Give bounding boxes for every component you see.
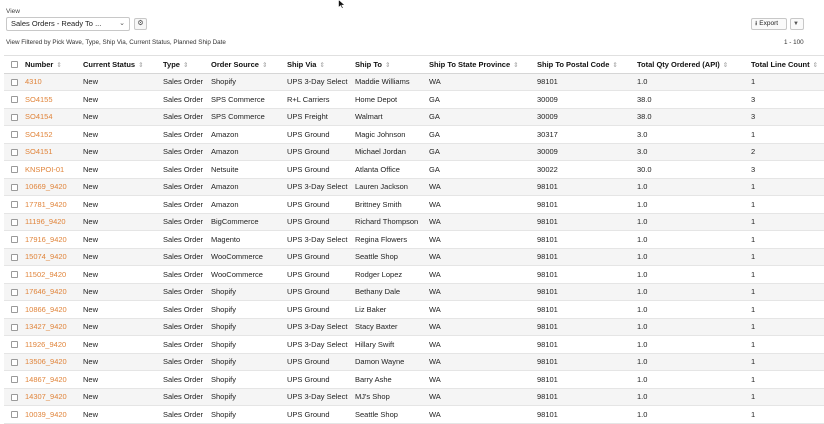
table-row[interactable]	[4, 371, 824, 389]
total-line-count: 2	[748, 143, 824, 161]
total-qty-ordered: 30.0	[634, 161, 748, 179]
sort-icon: ⇕	[138, 61, 144, 69]
col-total-line-count[interactable]: Total Line Count ⇕	[748, 56, 824, 74]
ship-to-state: WA	[426, 371, 534, 389]
table-row[interactable]	[4, 406, 824, 424]
table-row[interactable]	[4, 301, 824, 319]
ship-via: UPS Ground	[284, 353, 352, 371]
order-number-link[interactable]: 4310	[22, 73, 80, 91]
ship-to: Maddie Williams	[352, 73, 426, 91]
ship-to-postal-code: 30009	[534, 91, 634, 109]
table-row[interactable]	[4, 231, 824, 249]
ship-via: UPS 3-Day Select	[284, 178, 352, 196]
order-type: Sales Order	[160, 283, 208, 301]
table-row[interactable]	[4, 126, 824, 144]
table-row[interactable]	[4, 283, 824, 301]
order-number-link[interactable]: SO4152	[22, 126, 80, 144]
col-total-qty[interactable]: Total Qty Ordered (API) ⇕	[634, 56, 748, 74]
col-current-status[interactable]: Current Status ⇕	[80, 56, 160, 74]
order-type: Sales Order	[160, 126, 208, 144]
mouse-cursor-icon	[338, 0, 346, 9]
col-type[interactable]: Type ⇕	[160, 56, 208, 74]
total-line-count: 1	[748, 336, 824, 354]
ship-to-postal-code: 98101	[534, 301, 634, 319]
order-number-link[interactable]: 17781_9420	[22, 196, 80, 214]
row-select-cell[interactable]	[4, 266, 22, 284]
ship-via: UPS Ground	[284, 406, 352, 424]
current-status: New	[80, 126, 160, 144]
order-type: Sales Order	[160, 178, 208, 196]
ship-to-state: WA	[426, 213, 534, 231]
ship-to: Bethany Dale	[352, 283, 426, 301]
row-checkbox[interactable]	[11, 184, 18, 191]
total-qty-ordered: 1.0	[634, 301, 748, 319]
order-number-link[interactable]: 13427_9420	[22, 318, 80, 336]
export-button[interactable]	[751, 18, 787, 30]
order-type: Sales Order	[160, 353, 208, 371]
total-line-count: 1	[748, 248, 824, 266]
total-line-count: 3	[748, 91, 824, 109]
row-select-cell[interactable]	[4, 126, 22, 144]
total-line-count: 1	[748, 73, 824, 91]
order-source: BigCommerce	[208, 213, 284, 231]
row-checkbox[interactable]	[11, 79, 18, 86]
row-select-cell[interactable]	[4, 353, 22, 371]
ship-to-postal-code: 98101	[534, 196, 634, 214]
row-checkbox[interactable]	[11, 149, 18, 156]
total-qty-ordered: 1.0	[634, 283, 748, 301]
row-select-cell[interactable]	[4, 336, 22, 354]
ship-via: UPS 3-Day Select	[284, 336, 352, 354]
order-number-link[interactable]: 11926_9420	[22, 336, 80, 354]
ship-to-state: WA	[426, 196, 534, 214]
order-type: Sales Order	[160, 196, 208, 214]
ship-via: UPS Ground	[284, 301, 352, 319]
ship-via: UPS Ground	[284, 371, 352, 389]
table-row[interactable]	[4, 353, 824, 371]
row-select-cell[interactable]	[4, 388, 22, 406]
order-source: Shopify	[208, 336, 284, 354]
export-label: Export	[759, 20, 779, 27]
ship-to-state: WA	[426, 248, 534, 266]
sort-icon: ⇕	[319, 61, 325, 69]
order-source: SPS Commerce	[208, 108, 284, 126]
current-status: New	[80, 371, 160, 389]
order-source: Amazon	[208, 196, 284, 214]
order-type: Sales Order	[160, 213, 208, 231]
total-line-count: 1	[748, 301, 824, 319]
row-select-cell[interactable]	[4, 178, 22, 196]
ship-to-state: GA	[426, 126, 534, 144]
ship-to: Walmart	[352, 108, 426, 126]
table-header-row	[4, 56, 824, 74]
order-number-link[interactable]: 10866_9420	[22, 301, 80, 319]
total-line-count: 1	[748, 196, 824, 214]
ship-to-state: WA	[426, 406, 534, 424]
filter-description: View Filtered by Pick Wave, Type, Ship Via, Current Status, Planned Ship Date	[6, 39, 226, 46]
row-checkbox[interactable]	[11, 411, 18, 418]
ship-to-postal-code: 30009	[534, 143, 634, 161]
total-qty-ordered: 1.0	[634, 388, 748, 406]
ship-to: Seattle Shop	[352, 406, 426, 424]
ship-to-postal-code: 98101	[534, 178, 634, 196]
col-ship-via[interactable]: Ship Via ⇕	[284, 56, 352, 74]
ship-to: Hillary Swift	[352, 336, 426, 354]
total-line-count: 1	[748, 318, 824, 336]
current-status: New	[80, 73, 160, 91]
order-type: Sales Order	[160, 336, 208, 354]
ship-via: UPS 3-Day Select	[284, 73, 352, 91]
total-line-count: 1	[748, 406, 824, 424]
view-select-value: Sales Orders - Ready To ...	[11, 19, 102, 28]
row-select-cell[interactable]	[4, 406, 22, 424]
sort-icon: ⇕	[812, 61, 819, 69]
ship-to: Michael Jordan	[352, 143, 426, 161]
ship-to-state: WA	[426, 178, 534, 196]
ship-via: UPS 3-Day Select	[284, 318, 352, 336]
order-number-link[interactable]: 17646_9420	[22, 283, 80, 301]
ship-via: UPS Freight	[284, 108, 352, 126]
select-all-header[interactable]	[4, 56, 22, 74]
order-number-link[interactable]: 10669_9420	[22, 178, 80, 196]
ship-to-state: WA	[426, 231, 534, 249]
order-source: Shopify	[208, 73, 284, 91]
row-select-cell[interactable]	[4, 108, 22, 126]
total-line-count: 1	[748, 283, 824, 301]
order-number-link[interactable]: 14867_9420	[22, 371, 80, 389]
view-label: View	[6, 8, 20, 15]
ship-via: UPS Ground	[284, 266, 352, 284]
ship-to-postal-code: 98101	[534, 388, 634, 406]
ship-via: UPS Ground	[284, 283, 352, 301]
total-line-count: 3	[748, 161, 824, 179]
row-select-cell[interactable]	[4, 73, 22, 91]
order-number-link[interactable]: KNSPOI-01	[22, 161, 80, 179]
total-qty-ordered: 3.0	[634, 126, 748, 144]
select-all-checkbox[interactable]	[11, 61, 18, 68]
current-status: New	[80, 196, 160, 214]
ship-to: Atlanta Office	[352, 161, 426, 179]
order-number-link[interactable]: 13506_9420	[22, 353, 80, 371]
row-select-cell[interactable]	[4, 301, 22, 319]
ship-to-state: WA	[426, 301, 534, 319]
total-line-count: 3	[748, 108, 824, 126]
order-type: Sales Order	[160, 248, 208, 266]
total-qty-ordered: 38.0	[634, 91, 748, 109]
order-type: Sales Order	[160, 371, 208, 389]
ship-to: Liz Baker	[352, 301, 426, 319]
order-source: SPS Commerce	[208, 91, 284, 109]
order-type: Sales Order	[160, 388, 208, 406]
row-select-cell[interactable]	[4, 248, 22, 266]
ship-to-state: WA	[426, 353, 534, 371]
view-select[interactable]	[6, 17, 130, 31]
total-qty-ordered: 1.0	[634, 353, 748, 371]
ship-to-state: GA	[426, 108, 534, 126]
order-source: Netsuite	[208, 161, 284, 179]
ship-via: UPS Ground	[284, 196, 352, 214]
order-source: WooCommerce	[208, 266, 284, 284]
current-status: New	[80, 318, 160, 336]
ship-to-postal-code: 98101	[534, 248, 634, 266]
ship-to: Seattle Shop	[352, 248, 426, 266]
total-line-count: 1	[748, 126, 824, 144]
col-ship-to-state[interactable]: Ship To State Province ⇕	[426, 56, 534, 74]
total-qty-ordered: 1.0	[634, 178, 748, 196]
row-select-cell[interactable]	[4, 143, 22, 161]
row-checkbox[interactable]	[11, 166, 18, 173]
total-qty-ordered: 1.0	[634, 336, 748, 354]
table-row[interactable]	[4, 73, 824, 91]
order-type: Sales Order	[160, 161, 208, 179]
total-line-count: 1	[748, 231, 824, 249]
row-select-cell[interactable]	[4, 196, 22, 214]
order-number-link[interactable]: 15074_9420	[22, 248, 80, 266]
row-checkbox[interactable]	[11, 289, 18, 296]
ship-to-postal-code: 30009	[534, 108, 634, 126]
table-row[interactable]	[4, 143, 824, 161]
current-status: New	[80, 231, 160, 249]
total-qty-ordered: 1.0	[634, 196, 748, 214]
total-qty-ordered: 38.0	[634, 108, 748, 126]
current-status: New	[80, 283, 160, 301]
ship-to: Barry Ashe	[352, 371, 426, 389]
total-qty-ordered: 1.0	[634, 371, 748, 389]
order-number-link[interactable]: 14307_9420	[22, 388, 80, 406]
row-checkbox[interactable]	[11, 359, 18, 366]
total-qty-ordered: 3.0	[634, 143, 748, 161]
ship-to-state: WA	[426, 266, 534, 284]
current-status: New	[80, 248, 160, 266]
order-number-link[interactable]: SO4155	[22, 91, 80, 109]
total-line-count: 1	[748, 388, 824, 406]
sort-icon: ⇕	[384, 61, 391, 69]
total-qty-ordered: 1.0	[634, 231, 748, 249]
order-number-link[interactable]: 10039_9420	[22, 406, 80, 424]
ship-to: Regina Flowers	[352, 231, 426, 249]
total-qty-ordered: 1.0	[634, 213, 748, 231]
ship-to-postal-code: 98101	[534, 283, 634, 301]
ship-via: UPS 3-Day Select	[284, 388, 352, 406]
table-row[interactable]	[4, 196, 824, 214]
order-source: Shopify	[208, 388, 284, 406]
order-type: Sales Order	[160, 73, 208, 91]
table-row[interactable]	[4, 318, 824, 336]
ship-to-state: WA	[426, 283, 534, 301]
ship-via: UPS Ground	[284, 248, 352, 266]
ship-to: Richard Thompson	[352, 213, 426, 231]
ship-via: UPS 3-Day Select	[284, 231, 352, 249]
ship-to-postal-code: 98101	[534, 318, 634, 336]
current-status: New	[80, 178, 160, 196]
total-qty-ordered: 1.0	[634, 406, 748, 424]
ship-to: Magic Johnson	[352, 126, 426, 144]
ship-via: R+L Carriers	[284, 91, 352, 109]
ship-to: Brittney Smith	[352, 196, 426, 214]
ship-to-state: GA	[426, 161, 534, 179]
table-row[interactable]	[4, 161, 824, 179]
ship-to-postal-code: 98101	[534, 73, 634, 91]
row-select-cell[interactable]	[4, 283, 22, 301]
order-number-link[interactable]: 11502_9420	[22, 266, 80, 284]
gear-icon: ⚙	[137, 20, 144, 27]
order-source: Amazon	[208, 126, 284, 144]
table-row[interactable]	[4, 178, 824, 196]
order-number-link[interactable]: SO4151	[22, 143, 80, 161]
row-select-cell[interactable]	[4, 318, 22, 336]
sort-icon: ⇕	[261, 61, 268, 69]
ship-to-postal-code: 98101	[534, 231, 634, 249]
total-line-count: 1	[748, 266, 824, 284]
current-status: New	[80, 353, 160, 371]
ship-to-state: GA	[426, 91, 534, 109]
ship-via: UPS Ground	[284, 213, 352, 231]
chevron-down-icon: ⌄	[119, 20, 125, 27]
more-options-button[interactable]	[790, 18, 804, 30]
current-status: New	[80, 161, 160, 179]
row-checkbox[interactable]	[11, 324, 18, 331]
col-ship-to-postal[interactable]: Ship To Postal Code ⇕	[534, 56, 634, 74]
row-select-cell[interactable]	[4, 371, 22, 389]
ship-via: UPS Ground	[284, 143, 352, 161]
current-status: New	[80, 406, 160, 424]
order-source: WooCommerce	[208, 248, 284, 266]
order-type: Sales Order	[160, 231, 208, 249]
row-select-cell[interactable]	[4, 91, 22, 109]
ship-via: UPS Ground	[284, 126, 352, 144]
ship-to-postal-code: 30317	[534, 126, 634, 144]
order-type: Sales Order	[160, 406, 208, 424]
order-source: Shopify	[208, 371, 284, 389]
ship-to-state: WA	[426, 336, 534, 354]
table-row[interactable]	[4, 266, 824, 284]
ship-to-postal-code: 98101	[534, 266, 634, 284]
total-line-count: 1	[748, 371, 824, 389]
col-number[interactable]: Number ⇕	[22, 56, 80, 74]
row-checkbox[interactable]	[11, 306, 18, 313]
orders-table	[4, 55, 824, 424]
total-line-count: 1	[748, 213, 824, 231]
ship-to: Home Depot	[352, 91, 426, 109]
ship-to-postal-code: 30022	[534, 161, 634, 179]
ship-to-state: WA	[426, 388, 534, 406]
current-status: New	[80, 213, 160, 231]
row-checkbox[interactable]	[11, 254, 18, 261]
ship-to: MJ's Shop	[352, 388, 426, 406]
current-status: New	[80, 301, 160, 319]
total-qty-ordered: 1.0	[634, 266, 748, 284]
order-source: Magento	[208, 231, 284, 249]
order-type: Sales Order	[160, 318, 208, 336]
table-row[interactable]	[4, 108, 824, 126]
order-type: Sales Order	[160, 108, 208, 126]
row-checkbox[interactable]	[11, 96, 18, 103]
sort-icon: ⇕	[513, 61, 519, 69]
row-select-cell[interactable]	[4, 161, 22, 179]
row-checkbox[interactable]	[11, 131, 18, 138]
ship-via: UPS Ground	[284, 161, 352, 179]
col-ship-to[interactable]: Ship To ⇕	[352, 56, 426, 74]
order-type: Sales Order	[160, 266, 208, 284]
order-number-link[interactable]: 11196_9420	[22, 213, 80, 231]
ship-to: Stacy Baxter	[352, 318, 426, 336]
ship-to-postal-code: 98101	[534, 213, 634, 231]
order-type: Sales Order	[160, 143, 208, 161]
table-row[interactable]	[4, 336, 824, 354]
ship-to-postal-code: 98101	[534, 371, 634, 389]
ship-to-state: WA	[426, 73, 534, 91]
row-checkbox[interactable]	[11, 394, 18, 401]
order-source: Shopify	[208, 318, 284, 336]
total-qty-ordered: 1.0	[634, 318, 748, 336]
row-checkbox[interactable]	[11, 219, 18, 226]
current-status: New	[80, 108, 160, 126]
sort-icon: ⇕	[722, 61, 729, 69]
order-source: Shopify	[208, 406, 284, 424]
table-row[interactable]	[4, 388, 824, 406]
total-line-count: 1	[748, 353, 824, 371]
total-qty-ordered: 1.0	[634, 73, 748, 91]
row-checkbox[interactable]	[11, 341, 18, 348]
current-status: New	[80, 266, 160, 284]
order-source: Shopify	[208, 301, 284, 319]
current-status: New	[80, 143, 160, 161]
row-select-cell[interactable]	[4, 231, 22, 249]
order-source: Amazon	[208, 143, 284, 161]
total-line-count: 1	[748, 178, 824, 196]
order-type: Sales Order	[160, 301, 208, 319]
ship-to: Damon Wayne	[352, 353, 426, 371]
total-qty-ordered: 1.0	[634, 248, 748, 266]
table-row[interactable]	[4, 248, 824, 266]
current-status: New	[80, 388, 160, 406]
order-source: Shopify	[208, 353, 284, 371]
current-status: New	[80, 91, 160, 109]
order-source: Amazon	[208, 178, 284, 196]
row-checkbox[interactable]	[11, 201, 18, 208]
order-source: Shopify	[208, 283, 284, 301]
row-checkbox[interactable]	[11, 271, 18, 278]
ship-to-state: WA	[426, 318, 534, 336]
pagination-range: 1 - 100	[784, 39, 804, 46]
ship-to: Lauren Jackson	[352, 178, 426, 196]
current-status: New	[80, 336, 160, 354]
ship-to-postal-code: 98101	[534, 353, 634, 371]
order-number-link[interactable]: 17916_9420	[22, 231, 80, 249]
ship-to-postal-code: 98101	[534, 336, 634, 354]
order-number-link[interactable]: SO4154	[22, 108, 80, 126]
view-settings-button[interactable]	[134, 18, 147, 30]
sort-icon: ⇕	[612, 61, 618, 69]
order-type: Sales Order	[160, 91, 208, 109]
caret-down-icon: ▼	[793, 21, 799, 27]
row-checkbox[interactable]	[11, 376, 18, 383]
ship-to-state: GA	[426, 143, 534, 161]
table-row[interactable]	[4, 213, 824, 231]
row-select-cell[interactable]	[4, 213, 22, 231]
row-checkbox[interactable]	[11, 236, 18, 243]
download-icon: ⭳	[755, 20, 758, 27]
sort-icon: ⇕	[182, 61, 189, 69]
sort-icon: ⇕	[56, 61, 62, 69]
row-checkbox[interactable]	[11, 114, 18, 121]
ship-to-postal-code: 98101	[534, 406, 634, 424]
ship-to: Rodger Lopez	[352, 266, 426, 284]
col-order-source[interactable]: Order Source ⇕	[208, 56, 284, 74]
table-row[interactable]	[4, 91, 824, 109]
